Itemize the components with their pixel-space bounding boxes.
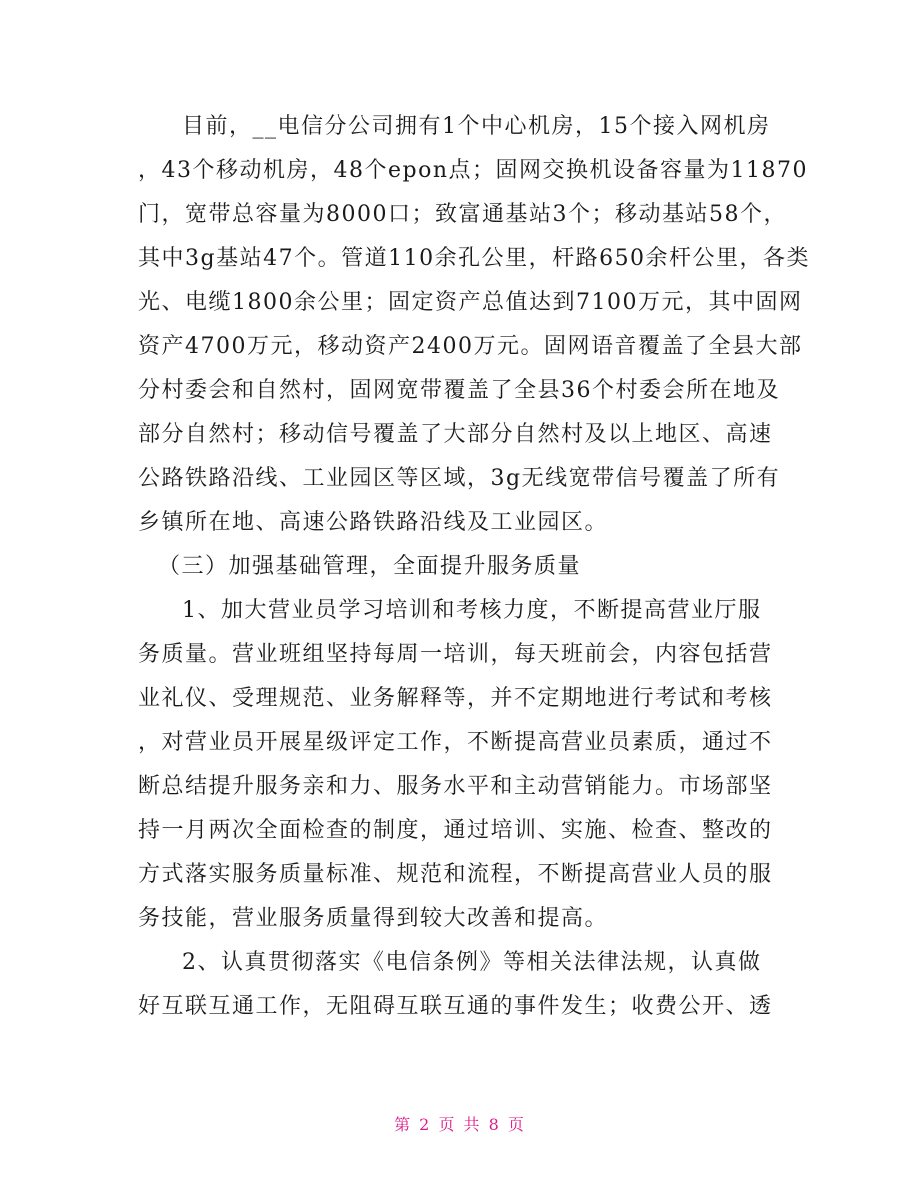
paragraph-line: 乡镇所在地、高速公路铁路沿线及工业园区。 — [138, 510, 609, 535]
section-heading: （三）加强基础管理，全面提升服务质量 — [158, 554, 582, 579]
paragraph-line: 公路铁路沿线、工业园区等区域，3g无线宽带信号覆盖了所有 — [138, 466, 781, 491]
paragraph-line: 目前，__电信分公司拥有1个中心机房，15个接入网机房 — [182, 114, 771, 139]
page-number-footer: 第 2 页 共 8 页 — [394, 1115, 526, 1134]
paragraph-line: 持一月两次全面检查的制度，通过培训、实施、检查、整改的 — [138, 818, 773, 843]
paragraph-line: 务质量。营业班组坚持每周一培训，每天班前会，内容包括营 — [138, 642, 773, 667]
paragraph-line: 断总结提升服务亲和力、服务水平和主动营销能力。市场部坚 — [138, 774, 773, 799]
paragraph-line: ，对营业员开展星级评定工作，不断提高营业员素质，通过不 — [138, 730, 773, 755]
paragraph-line: 部分自然村；移动信号覆盖了大部分自然村及以上地区、高速 — [138, 422, 773, 447]
paragraph-line: 资产4700万元，移动资产2400万元。固网语音覆盖了全县大部 — [138, 334, 803, 359]
paragraph-line: 1、加大营业员学习培训和考核力度，不断提高营业厅服 — [182, 598, 762, 623]
paragraph-line: ，43个移动机房，48个epon点；固网交换机设备容量为11870 — [138, 158, 808, 183]
paragraph-line: 分村委会和自然村，固网宽带覆盖了全县36个村委会所在地及 — [138, 378, 780, 403]
paragraph-line: 门，宽带总容量为8000口；致富通基站3个；移动基站58个， — [138, 202, 787, 227]
paragraph-line: 2、认真贯彻落实《电信条例》等相关法律法规，认真做 — [182, 950, 762, 975]
paragraph-line: 方式落实服务质量标准、规范和流程，不断提高营业人员的服 — [138, 862, 773, 887]
paragraph-line: 好互联互通工作，无阻碍互联互通的事件发生；收费公开、透 — [138, 994, 773, 1019]
paragraph-line: 业礼仪、受理规范、业务解释等，并不定期地进行考试和考核 — [138, 686, 773, 711]
paragraph-line: 光、电缆1800余公里；固定资产总值达到7100万元，其中固网 — [138, 290, 803, 315]
paragraph-line: 务技能，营业服务质量得到较大改善和提高。 — [138, 906, 609, 931]
paragraph-line: 其中3g基站47个。管道110余孔公里，杆路650余杆公里，各类 — [138, 246, 811, 271]
